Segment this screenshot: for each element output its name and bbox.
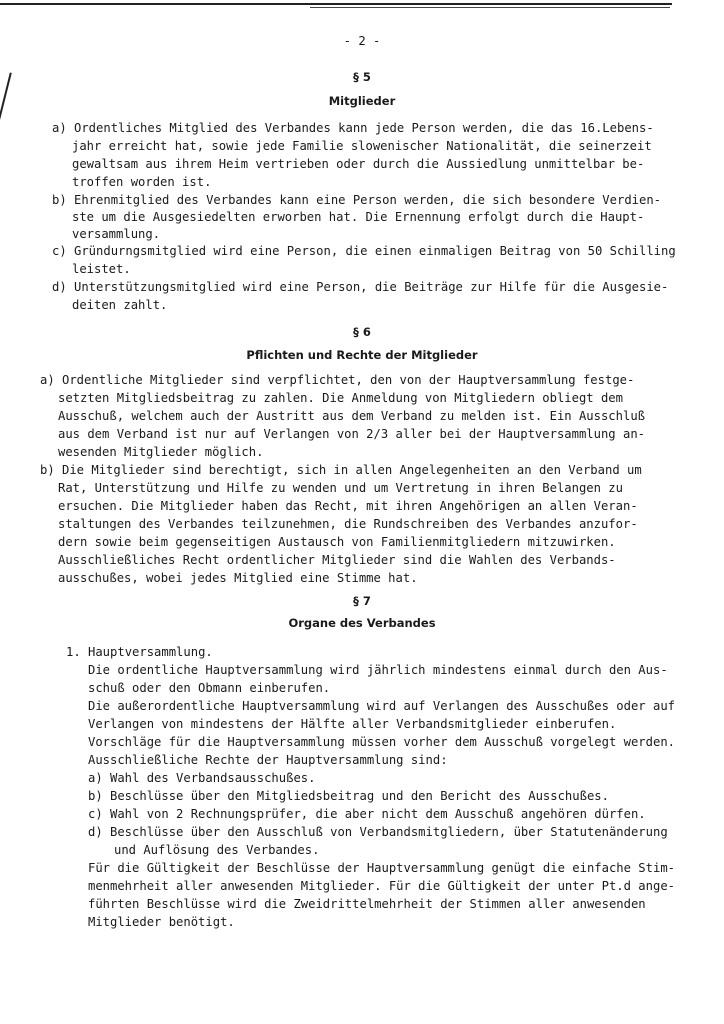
sec7-line: Die ordentliche Hauptversammlung wird jährlich mindestens einmal durch den Aus- — [88, 663, 668, 677]
sec7-line: Ausschließliche Rechte der Hauptversammlung sind: — [88, 753, 448, 767]
sec7-line: Für die Gültigkeit der Beschlüsse der Hauptversammlung genügt die einfache Stim- — [88, 861, 675, 875]
sec5-line: troffen worden ist. — [72, 175, 212, 189]
sec5-line: leistet. — [72, 262, 131, 276]
top-border-line — [0, 0, 724, 5]
sec7-line: führten Beschlüsse wird die Zweidrittelmehrheit der Stimmen aller anwesenden — [88, 897, 646, 911]
sec6-line: Rat, Unterstützung und Hilfe zu wenden und um Vertretung in ihren Belangen zu — [58, 481, 623, 495]
sec6-line: wesenden Mitglieder möglich. — [58, 445, 264, 459]
sec6-line: b) Die Mitglieder sind berechtigt, sich in allen Angelegenheiten an den Verband um — [40, 463, 642, 477]
sec7-line: c) Wahl von 2 Rechnungsprüfer, die aber nicht dem Ausschuß angehören dürfen. — [88, 807, 646, 821]
sec7-line: Verlangen von mindestens der Hälfte aller Verbandsmitglieder einberufen. — [88, 717, 617, 731]
sec6-line: a) Ordentliche Mitglieder sind verpflichtet, den von der Hauptversammlung festge- — [40, 373, 635, 387]
sec6-line: setzten Mitgliedsbeitrag zu zahlen. Die Anmeldung von Mitgliedern obliegt dem — [58, 391, 623, 405]
sec6-line: Ausschließliches Recht ordentlicher Mitglieder sind die Wahlen des Verbands- — [58, 553, 616, 567]
sec6-line: ausschußes, wobei jedes Mitglied eine Stimme hat. — [58, 571, 418, 585]
sec5-line: versammlung. — [72, 227, 161, 241]
sec6-line: dern sowie beim gegenseitigen Austausch von Familienmitgliedern mitzuwirken. — [58, 535, 616, 549]
page-number: - 2 - — [343, 34, 381, 48]
sec7-line: 1. Hauptversammlung. — [66, 645, 213, 659]
sec6-line: staltungen des Verbandes teilzunehmen, die Rundschreiben des Verbandes anzufor- — [58, 517, 638, 531]
sec7-line: Vorschläge für die Hauptversammlung müssen vorher dem Ausschuß vorgelegt werden. — [88, 735, 675, 749]
sec7-line: schuß oder den Obmann einberufen. — [88, 681, 331, 695]
sec6-line: aus dem Verband ist nur auf Verlangen von 2/3 aller bei der Hauptversammlung an- — [58, 427, 645, 441]
sec5-line: gewaltsam aus ihrem Heim vertrieben oder durch die Aussiedlung unmittelbar be- — [72, 157, 645, 171]
sec5-line: c) Gründurngsmitglied wird eine Person, die einen einmaligen Beitrag von 50 Schilling — [52, 244, 676, 258]
sec7-line: Mitglieder benötigt. — [88, 915, 235, 929]
sec5-line: jahr erreicht hat, sowie jede Familie slowenischer Nationalität, die seinerzeit — [72, 139, 652, 153]
sec7-line: a) Wahl des Verbandsausschußes. — [88, 771, 316, 785]
sec6-line: Ausschuß, welchem auch der Austritt aus dem Verband zu melden ist. Ein Ausschluß — [58, 409, 645, 423]
section-6-number: § 6 — [353, 325, 371, 339]
sec7-line: b) Beschlüsse über den Mitgliedsbeitrag und den Bericht des Ausschußes. — [88, 789, 609, 803]
sec7-line: d) Beschlüsse über den Ausschluß von Verbandsmitgliedern, über Statutenänderung — [88, 825, 668, 839]
sec6-line: ersuchen. Die Mitglieder haben das Recht, mit ihren Angehörigen an allen Veran- — [58, 499, 638, 513]
section-5-number: § 5 — [353, 70, 371, 84]
section-6-title: Pflichten und Rechte der Mitglieder — [246, 348, 478, 362]
sec7-line: und Auflösung des Verbandes. — [114, 843, 320, 857]
section-7-title: Organe des Verbandes — [288, 616, 436, 630]
section-7-number: § 7 — [353, 594, 371, 608]
sec5-line: a) Ordentliches Mitglied des Verbandes kann jede Person werden, die das 16.Lebens- — [52, 121, 654, 135]
sec5-line: d) Unterstützungsmitglied wird eine Person, die Beiträge zur Hilfe für die Ausgesie- — [52, 280, 669, 294]
sec7-line: menmehrheit aller anwesenden Mitglieder. Für die Gültigkeit der unter Pt.d ange- — [88, 879, 675, 893]
sec5-line: deiten zahlt. — [72, 298, 168, 312]
sec5-line: b) Ehrenmitglied des Verbandes kann eine Person werden, die sich besondere Verdien- — [52, 193, 662, 207]
section-5-title: Mitglieder — [328, 94, 396, 108]
sec5-line: ste um die Ausgesiedelten erworben hat. Die Ernennung erfolgt durch die Haupt- — [72, 210, 645, 224]
sec7-line: Die außerordentliche Hauptversammlung wird auf Verlangen des Ausschußes oder auf — [88, 699, 675, 713]
